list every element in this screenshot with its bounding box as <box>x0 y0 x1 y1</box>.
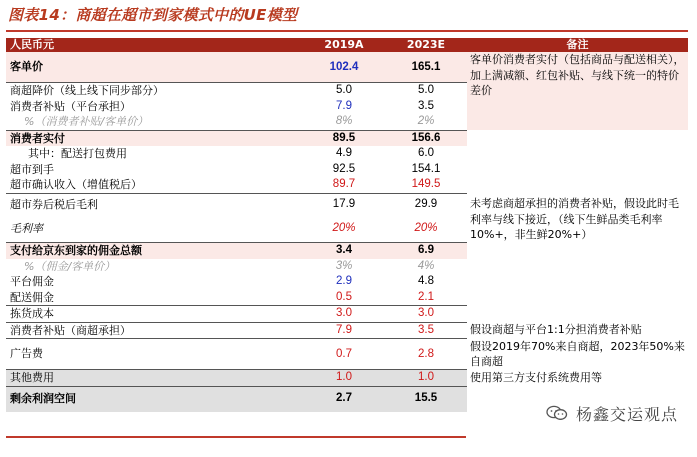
row-label: 拣货成本 <box>6 306 303 323</box>
row-note <box>467 290 688 306</box>
row-note: 使用第三方支付系统费用等 <box>470 370 602 384</box>
row-note <box>467 306 688 323</box>
row-label: 毛利率 <box>6 215 303 242</box>
row-value-2023: 15.5 <box>385 386 467 412</box>
row-value-2019: 1.0 <box>303 370 385 387</box>
table-row <box>6 339 688 370</box>
header-unit: 人民币元 <box>6 38 303 52</box>
table-row <box>6 322 688 339</box>
row-value-2019: 7.9 <box>336 99 352 112</box>
row-value-2023: 3.0 <box>385 306 467 323</box>
row-value-2019: 4.9 <box>336 147 352 159</box>
row-value-2019: 7.9 <box>303 322 385 339</box>
row-value-2023: 29.9 <box>414 197 438 210</box>
row-note <box>467 259 688 275</box>
row-value-2023: 3.5 <box>418 99 434 112</box>
row-label: 其中：配送打包费用 <box>28 147 127 160</box>
row-label: 广告费 <box>6 339 303 370</box>
table-row <box>6 52 688 83</box>
row-value-2023: 6.9 <box>385 243 467 259</box>
row-note <box>467 162 688 178</box>
figure-title: 图表14：商超在超市到家模式中的UE模型 <box>8 6 298 24</box>
row-value-2023: 154.1 <box>411 162 441 175</box>
header-2023e: 2023E <box>385 38 467 52</box>
row-note: 假设商超与平台1:1分担消费者补贴 <box>470 323 642 336</box>
row-value-2019: 20% <box>303 215 385 242</box>
row-value-2023: 1.0 <box>385 370 467 387</box>
row-value-2019: 3% <box>335 259 353 272</box>
row-note: 假设2019年70%来自商超，2023年50%来自商超 <box>470 339 685 368</box>
row-label: %（佣金/客单价） <box>24 259 116 273</box>
row-value-2023: 156.6 <box>385 130 467 146</box>
row-label: 支付给京东到家的佣金总额 <box>6 243 303 259</box>
row-value-2019: 2.7 <box>303 386 385 412</box>
row-value-2019: 0.5 <box>303 290 385 306</box>
row-value-2019: 5.0 <box>336 84 352 96</box>
row-value-2023: 6.0 <box>418 147 434 159</box>
row-note: 未考虑商超承担的消费者补贴，假设此时毛利率与线下接近，（线下生鲜品类毛利率10%+，非生鲜20%+） <box>470 197 679 241</box>
row-value-2023: 149.5 <box>385 177 467 193</box>
row-label: 其他费用 <box>6 370 303 387</box>
table-row <box>6 177 688 193</box>
row-label: 消费者补贴（平台承担） <box>10 99 131 113</box>
row-note <box>467 274 688 290</box>
row-value-2019: 3.0 <box>303 306 385 323</box>
row-value-2023: 5.0 <box>418 84 434 96</box>
row-value-2019: 89.7 <box>303 177 385 193</box>
row-value-2023: 2.1 <box>385 290 467 306</box>
row-label: 客单价 <box>6 52 303 83</box>
row-label: 商超降价（线上线下同步部分） <box>10 84 164 97</box>
row-value-2019: 89.5 <box>303 130 385 146</box>
table-row <box>6 306 688 323</box>
watermark-text: 杨鑫交运观点 <box>576 404 679 424</box>
table-row <box>6 193 688 215</box>
row-value-2019: 102.4 <box>303 52 385 83</box>
row-label: 消费者实付 <box>6 130 303 146</box>
row-note <box>467 130 688 146</box>
header-2019a: 2019A <box>303 38 385 52</box>
table-row <box>6 274 688 290</box>
row-value-2019: 17.9 <box>332 197 356 210</box>
row-value-2023: 20% <box>385 215 467 242</box>
row-label: 剩余利润空间 <box>6 386 303 412</box>
row-value-2019: 92.5 <box>332 162 356 175</box>
row-label: %（消费者补贴/客单价） <box>6 114 303 130</box>
table-row <box>6 370 688 387</box>
row-label: 消费者补贴（商超承担） <box>6 322 303 339</box>
header-notes: 备注 <box>467 38 688 52</box>
row-note <box>467 177 688 193</box>
row-value-2023: 4.8 <box>418 275 434 287</box>
row-note: 客单价消费者实付（包括商品与配送相关），加上满减额、红包补贴、与线下统一的特价差价 <box>467 52 688 130</box>
footer-divider <box>6 436 466 438</box>
row-note <box>467 146 688 162</box>
table-row <box>6 259 688 275</box>
row-value-2023: 2.8 <box>385 339 467 370</box>
row-value-2019: 3.4 <box>303 243 385 259</box>
row-label: 配送佣金 <box>6 290 303 306</box>
row-label: 超市券后税后毛利 <box>10 197 98 211</box>
row-label: 平台佣金 <box>10 275 54 288</box>
wechat-icon <box>546 405 568 421</box>
table-row <box>6 162 688 178</box>
row-label: 超市确认收入（增值税后） <box>6 177 303 193</box>
table-row <box>6 290 688 306</box>
row-value-2019: 0.7 <box>303 339 385 370</box>
table-row <box>6 130 688 146</box>
row-value-2019: 2.9 <box>336 275 352 287</box>
row-value-2023: 165.1 <box>385 52 467 83</box>
watermark <box>546 400 696 426</box>
table-row <box>6 146 688 162</box>
row-value-2023: 4% <box>417 259 435 272</box>
row-value-2019: 8% <box>303 114 385 130</box>
row-label: 超市到手 <box>10 162 54 176</box>
ue-model-table <box>6 38 688 412</box>
title-divider <box>6 30 688 32</box>
row-note <box>467 243 688 259</box>
table-row <box>6 243 688 259</box>
row-value-2023: 2% <box>385 114 467 130</box>
row-value-2023: 3.5 <box>385 322 467 339</box>
table-header-row <box>6 38 688 52</box>
